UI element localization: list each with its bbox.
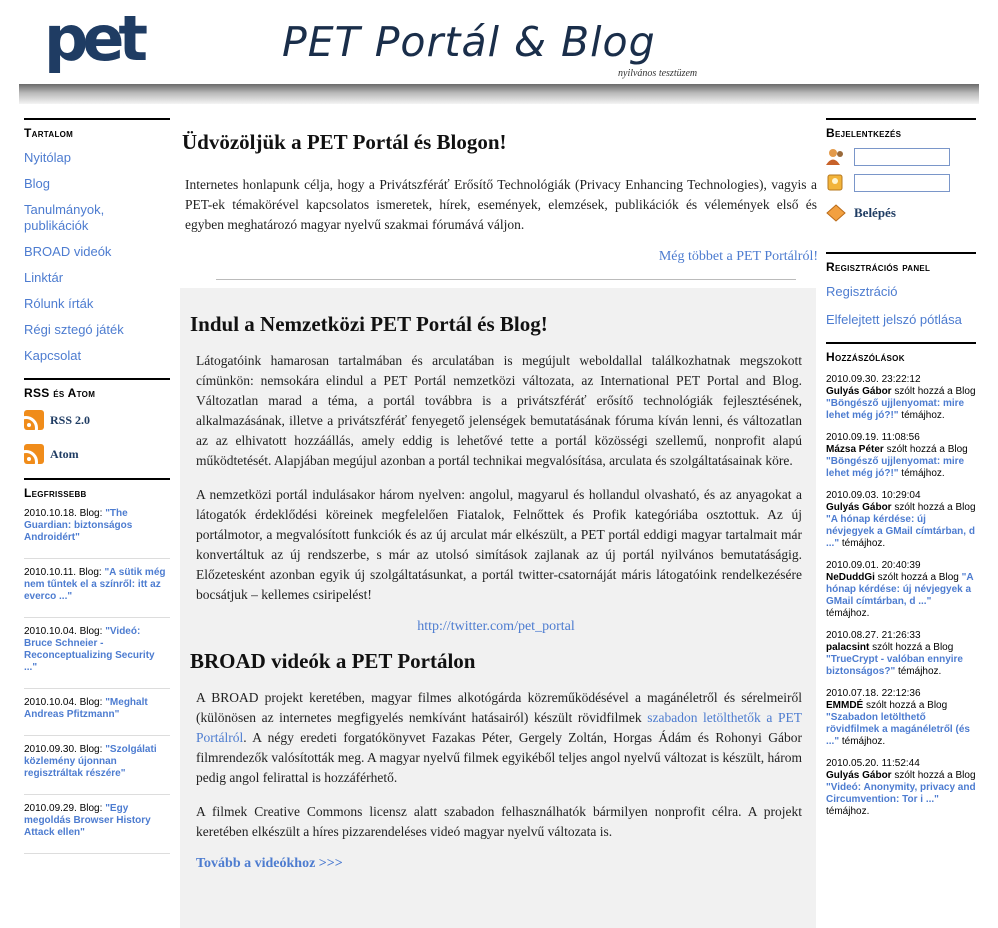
key-icon (826, 174, 846, 192)
main-nav (24, 150, 170, 364)
article-paragraph: Látogatóink hamarosan tartalmában és arculatában is megújult weboldallal találkozhatnak megszokott címünkön: nemsokára elindul a PET Portál nemzetközi változata, az International PET Portal and Blog. Változatlan marad a téma, a portál továbbra is a privátszféráť erősítő technológiák fejlesztésének, alkalmazásának, illetve a privátszféráť fenyegető jelenségek bemutatásának fóruma kíván lenni, és változatlan az az elhivatott hozzáállás, amely eddig is lehetővé tette a portál közösségi szellemű, nonprofit alapú működtetését. Alapjában megújul azonban a portál technikai megvalósítása, arculata és szolgáltatásainak köre. (196, 353, 802, 468)
article-paragraph: A filmek Creative Commons licensz alatt szabadon felhasználhatók bármilyen nonprofit célra. A projekt keretében elkészült a híres pizzarendeléses videó magyar nyelvű változata is. (196, 804, 802, 839)
rss-icon (24, 410, 44, 430)
latest-link[interactable]: "A sütik még nem tűntek el a színről: itt az everco ..." (24, 567, 166, 602)
comment-link[interactable]: "Szabadon letölthető rövidfilmek a magánéletről (és ..." (826, 712, 970, 747)
latest-link[interactable]: "Szolgálati közlemény újonnan regisztráltak részére" (24, 744, 157, 779)
pet-logo[interactable]: pet (44, 2, 143, 75)
list-item: 2010.10.18. Blog: "The Guardian: biztonságos Androidért" (24, 500, 170, 559)
main-content (178, 118, 818, 928)
registration-title: Regisztrációs panel (826, 252, 976, 274)
registration-link[interactable]: Regisztráció (826, 284, 898, 299)
comment-link[interactable]: "A hónap kérdése: új névjegyek a GMail címtárban, d ..." (826, 572, 974, 607)
download-link[interactable]: szabadon letölthetők a PET Portálról (196, 710, 802, 745)
login-icon (826, 204, 846, 222)
comment-item: 2010.09.01. 20:40:39 NeDuddGi szólt hozzá a Blog "A hónap kérdése: új névjegyek a GMail címtárban, d ..." témájhoz. (826, 560, 974, 619)
comment-item: 2010.07.18. 22:12:36 EMMDÉ szólt hozzá a Blog "Szabadon letölthető rövidfilmek a magánéletről (és ..." témájhoz. (826, 688, 970, 747)
nav-item-tanulmanyok[interactable]: Tanulmányok, publikációk (24, 202, 105, 233)
right-sidebar (826, 118, 976, 818)
rss-icon (24, 444, 44, 464)
news-panel (180, 288, 816, 928)
latest-link[interactable]: "Egy megoldás Browser History Attack ellen" (24, 803, 151, 838)
password-row (826, 174, 976, 192)
rss-link[interactable]: RSS 2.0 (24, 410, 170, 430)
tartalom-title: Tartalom (24, 118, 170, 140)
article-paragraph: A nemzetközi portál indulásakor három nyelven: angolul, magyarul és hollandul olvasható, és az anyagokat a látogatók érdeklődési köreinek megfelelően Fiatalok, Felnőttek és Profik kategóriába osztottuk. Az új portálmotor, a megvalósított funkciók és az új arculat már elkészült, a PET portál eddigi magyar tartalmait már konvertáltuk az új rendszerbe, s már az utolsó simítások zajlanak az új portál nyilvános bemutatáságig. Előzetesként azonban egyik új szolgáltatásunkat, a portál twitter-csatornáját máris látogatóink rendelkezésére bocsátjuk – kellemes csiripelést! (196, 487, 802, 602)
comments-list (826, 374, 976, 818)
login-button[interactable]: Belépés (826, 204, 976, 222)
list-item: 2010.10.04. Blog: "Meghalt Andreas Pfitzmann" (24, 689, 170, 736)
atom-link[interactable]: Atom (24, 444, 170, 464)
list-item: 2010.10.11. Blog: "A sütik még nem tűntek el a színről: itt az everco ..." (24, 559, 170, 618)
comment-link[interactable]: "Böngésző ujjlenyomat: mire lehet még jó?!" (826, 456, 965, 479)
login-title: Bejelentkezés (826, 118, 976, 140)
list-item: 2010.09.29. Blog: "Egy megoldás Browser History Attack ellen" (24, 795, 170, 854)
user-icon (826, 148, 846, 166)
more-about-link[interactable]: Még többet a PET Portálról! (658, 249, 818, 264)
nav-item-broad-videok[interactable]: BROAD videók (24, 244, 112, 259)
twitter-link[interactable]: http://twitter.com/pet_portal (417, 619, 575, 634)
comment-item: 2010.09.30. 23:22:12 Gulyás Gábor szólt hozzá a Blog "Böngésző ujjlenyomat: mire lehet még jó?!" témájhoz. (826, 374, 976, 421)
comment-link[interactable]: "TrueCrypt - valóban ennyire biztonságos?" (826, 654, 963, 677)
site-header (0, 0, 998, 104)
further-videos-link[interactable]: Tovább a videókhoz >>> (196, 856, 343, 871)
username-input[interactable] (854, 148, 950, 166)
divider (216, 279, 796, 280)
site-subtitle: nyilvános tesztüzem (618, 68, 698, 79)
article-title: Indul a Nemzetközi PET Portál és Blog! (190, 312, 548, 336)
article-paragraph: A BROAD projekt keretében, magyar filmes alkotógárda közreműködésével a magánéletről és sérelmeiről (különösen az internetes megfigyelés nemkívánt hatásairól) készült rövidfilmek szabadon letölthetők a PET Portálról. A négy eredeti forgatókönyvet Fazakas Péter, Gergely Zoltán, Horgas Ádám és Rohonyi Gábor filmrendezők valósították meg. A magyar nyelvű filmek egyikéből teljes angol nyelvű változat is készült, három pedig angol felirattal is hozzáférhető. (196, 690, 802, 785)
intro-text: Internetes honlapunk célja, hogy a Privátszféráť Erősítő Technológiák (Privacy Enhancing Technologies), vagyis a PET-ek témakörével kapcsolatos ismeretek, hírek, események, elemzések, publikációk és vélemények első és egyben meghatározó magyar nyelvű szakmai fórumává váljon. (185, 177, 817, 232)
nav-item-linktar[interactable]: Linktár (24, 270, 64, 285)
latest-link[interactable]: "Meghalt Andreas Pfitzmann" (24, 697, 148, 720)
header-bar (19, 84, 979, 104)
comment-link[interactable]: "Videó: Anonymity, privacy and Circumvention: Tor i ..." (826, 782, 976, 805)
left-sidebar (24, 118, 170, 854)
comment-link[interactable]: "A hónap kérdése: új névjegyek a GMail címtárban, d ..." (826, 514, 975, 549)
comment-item: 2010.05.20. 11:52:44 Gulyás Gábor szólt hozzá a Blog "Videó: Anonymity, privacy and Circumvention: Tor i ..." témájhoz. (826, 758, 976, 817)
comments-title: Hozzászólások (826, 342, 976, 364)
forgot-password-link[interactable]: Elfelejtett jelszó pótlása (826, 312, 962, 327)
comment-item: 2010.09.19. 11:08:56 Mázsa Péter szólt hozzá a Blog "Böngésző ujjlenyomat: mire lehet még jó?!" témájhoz. (826, 432, 968, 479)
password-input[interactable] (854, 174, 950, 192)
nav-item-kapcsolat[interactable]: Kapcsolat (24, 348, 82, 363)
latest-link[interactable]: "Videó: Bruce Schneier - Reconceptualizing Security ..." (24, 626, 155, 673)
list-item: 2010.09.30. Blog: "Szolgálati közlemény újonnan regisztráltak részére" (24, 736, 170, 795)
latest-link[interactable]: "The Guardian: biztonságos Androidért" (24, 508, 133, 543)
comment-link[interactable]: "Böngésző ujjlenyomat: mire lehet még jó?!" (826, 398, 965, 421)
article-title: BROAD videók a PET Portálon (190, 649, 476, 673)
nav-item-nyitolap[interactable]: Nyitólap (24, 150, 71, 165)
list-item: 2010.10.04. Blog: "Videó: Bruce Schneier - Reconceptualizing Security ..." (24, 618, 170, 689)
nav-item-blog[interactable]: Blog (24, 176, 51, 191)
username-row (826, 148, 976, 166)
site-title: PET Portál & Blog (282, 18, 656, 66)
nav-item-regi-sztego[interactable]: Régi sztegó játék (24, 322, 124, 337)
comment-item: 2010.09.03. 10:29:04 Gulyás Gábor szólt hozzá a Blog "A hónap kérdése: új névjegyek a GMail címtárban, d ..." témájhoz. (826, 490, 976, 549)
comment-item: 2010.08.27. 21:26:33 palacsint szólt hozzá a Blog "TrueCrypt - valóban ennyire biztonságos?" témájhoz. (826, 630, 963, 677)
welcome-title: Üdvözöljük a PET Portál és Blogon! (182, 130, 507, 154)
rss-title: RSS és Atom (24, 378, 170, 400)
latest-list (24, 500, 170, 854)
nav-item-rolunk-irtak[interactable]: Rólunk írták (24, 296, 94, 311)
latest-title: Legfrissebb (24, 478, 170, 500)
